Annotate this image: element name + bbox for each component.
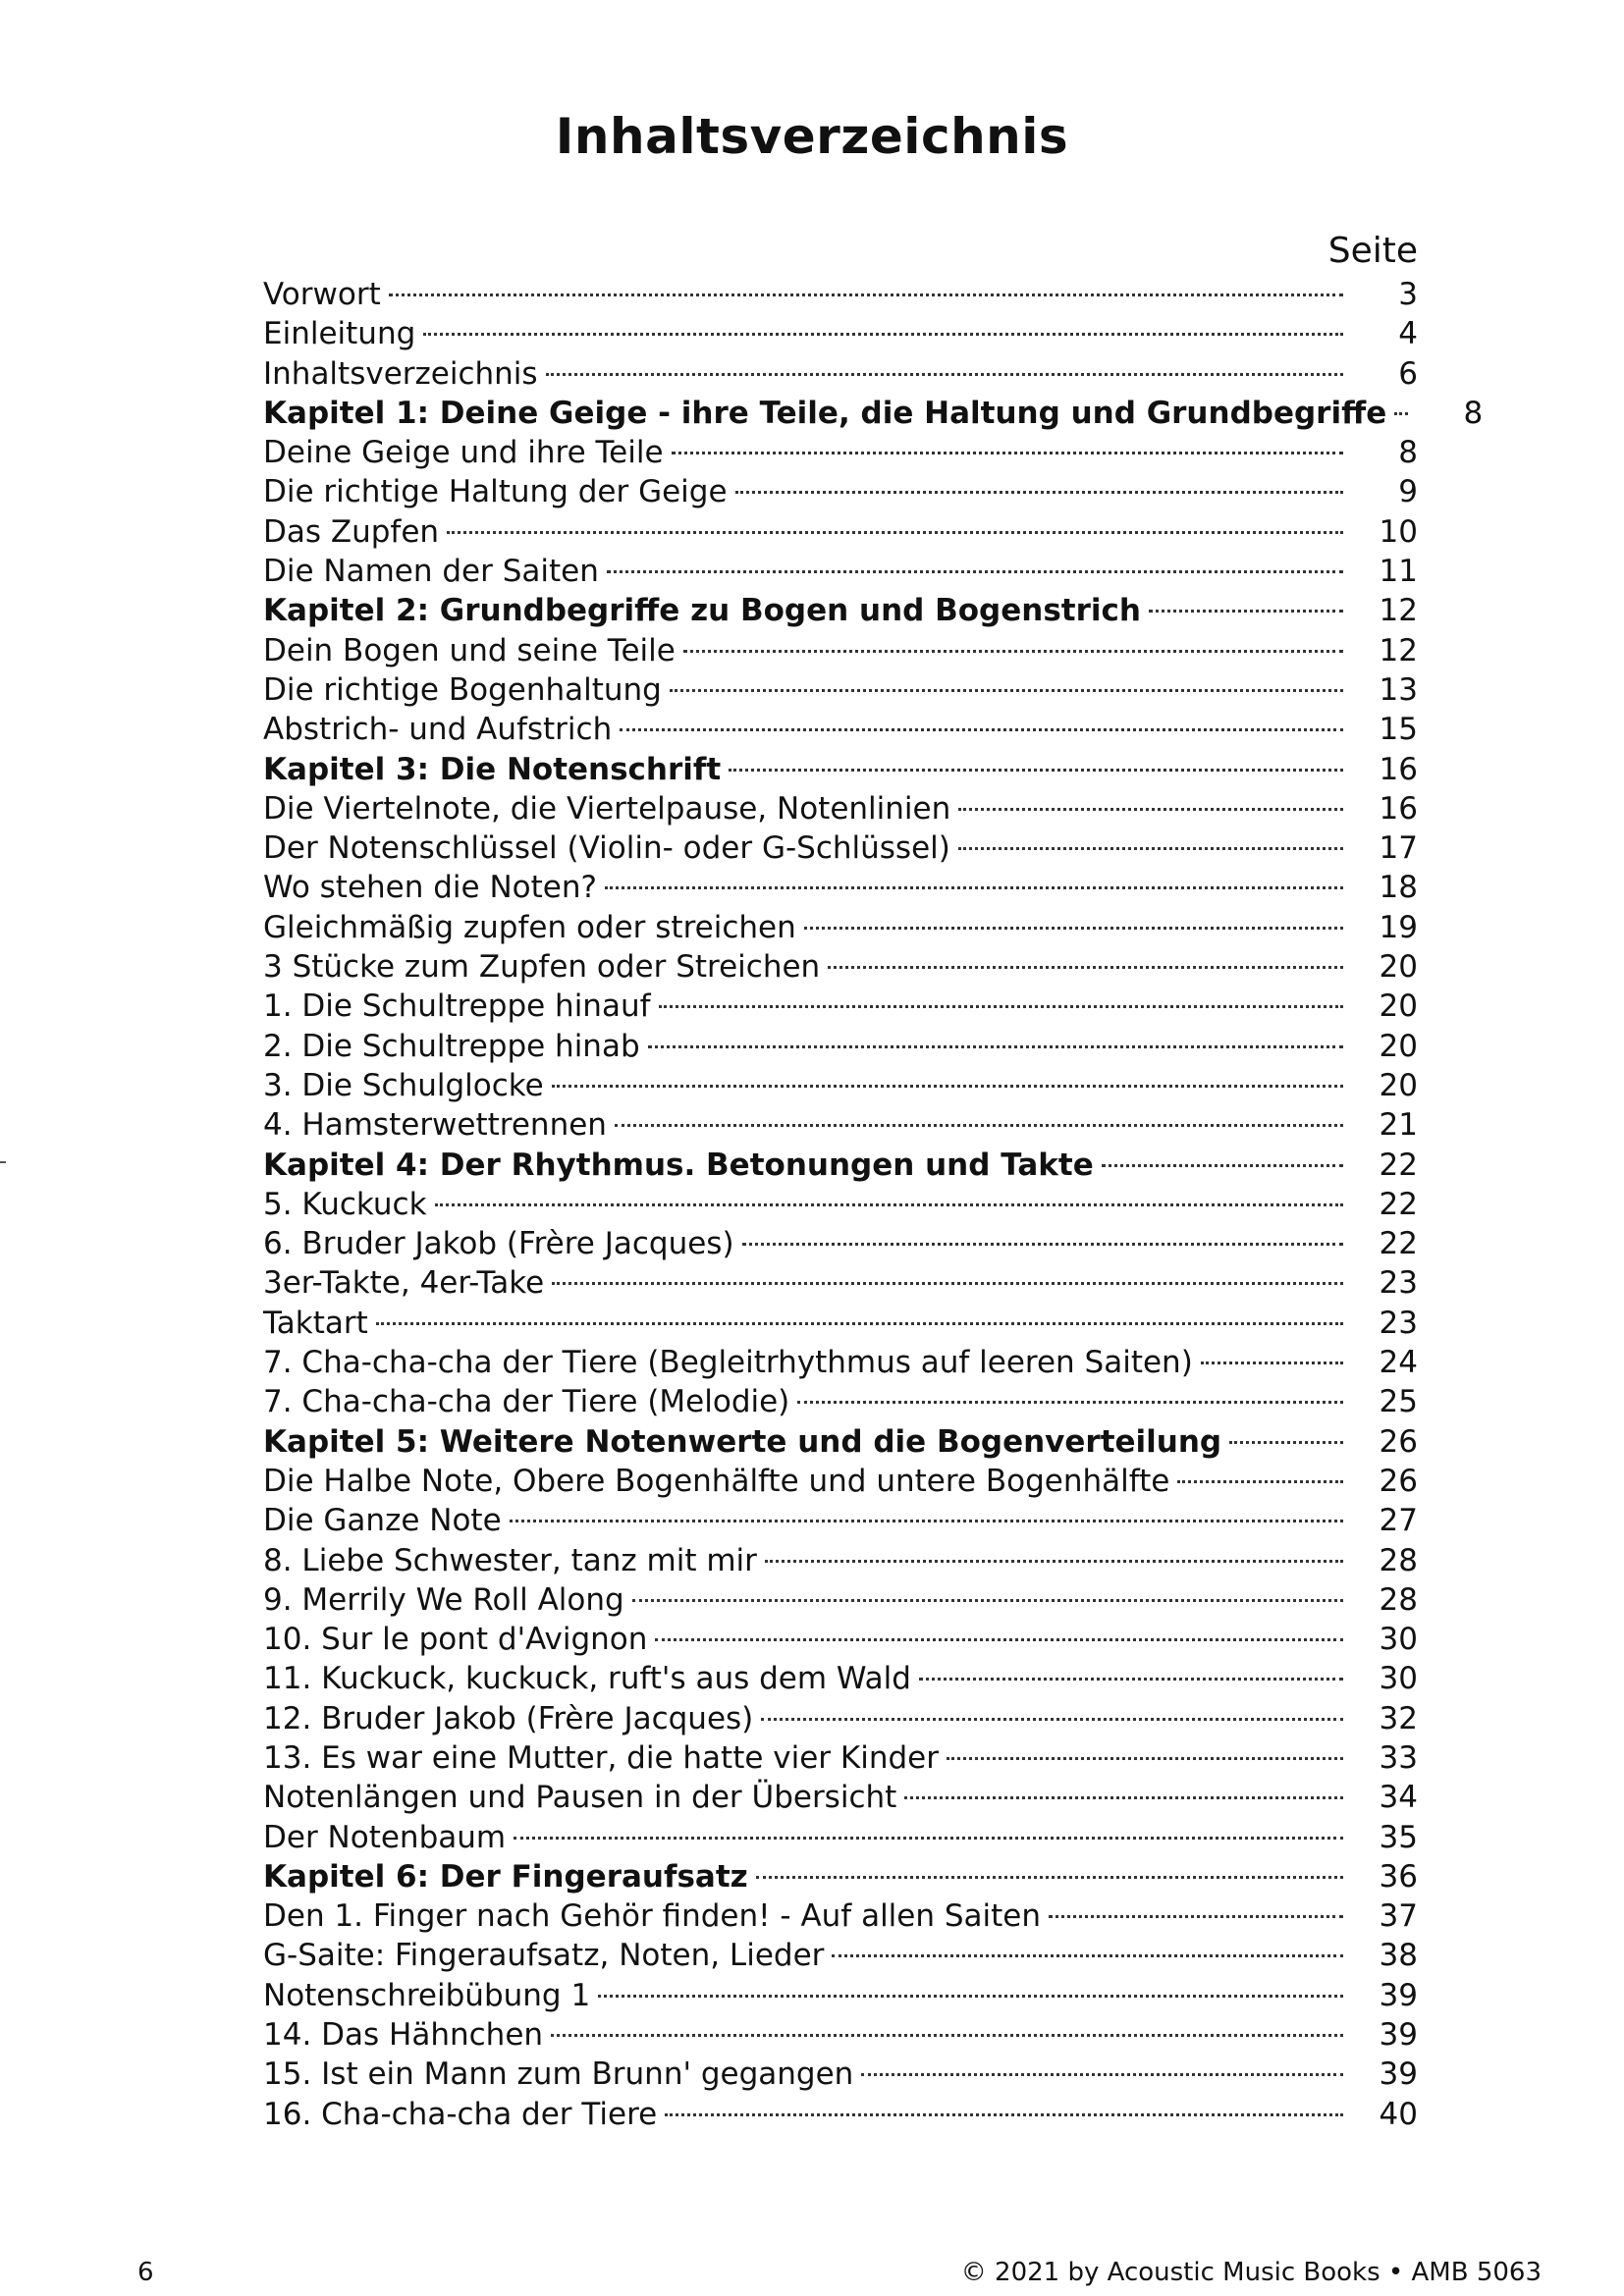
- toc-entry-label: 9. Merrily We Roll Along: [263, 1581, 624, 1618]
- toc-entry: [263, 1185, 1418, 1224]
- toc-entry-label: Kapitel 6: Der Fingeraufsatz: [263, 1858, 748, 1895]
- toc-entry: [263, 1976, 1418, 2015]
- dot-leader: [804, 927, 1343, 930]
- toc-entry-label: Kapitel 5: Weitere Notenwerte und die Bogenverteilung: [263, 1423, 1222, 1460]
- toc-entry-page: 16: [1379, 790, 1418, 827]
- toc-entry: [263, 908, 1418, 947]
- toc-entry-label: 4. Hamsterwettrennen: [263, 1107, 607, 1144]
- toc-entry-page: 22: [1379, 1147, 1418, 1183]
- dot-leader: [546, 373, 1343, 376]
- toc-chapter-entry: [263, 1422, 1418, 1462]
- toc-entry: [263, 1541, 1418, 1580]
- toc-entry-page: 35: [1379, 1819, 1418, 1855]
- dot-leader: [828, 966, 1343, 969]
- toc-entry: [263, 1382, 1418, 1421]
- dot-leader: [632, 1599, 1343, 1602]
- toc-entry-label: 8. Liebe Schwester, tanz mit mir: [263, 1542, 757, 1578]
- toc-entry-page: 40: [1379, 2096, 1418, 2132]
- toc-entry: [263, 1818, 1418, 1857]
- toc-entry-page: 26: [1379, 1423, 1418, 1460]
- toc-entry-page: 4: [1398, 316, 1418, 352]
- toc-entry: [263, 1699, 1418, 1738]
- dot-leader: [620, 728, 1343, 731]
- toc-entry-label: 7. Cha-cha-cha der Tiere (Melodie): [263, 1384, 790, 1420]
- dot-leader: [1394, 412, 1408, 415]
- toc-entry-label: 11. Kuckuck, kuckuck, ruft's aus dem Wald: [263, 1661, 911, 1697]
- toc-entry-page: 25: [1379, 1384, 1418, 1420]
- toc-entry-page: 23: [1379, 1265, 1418, 1302]
- toc-entry-page: 27: [1379, 1503, 1418, 1539]
- toc-entry: [263, 1659, 1418, 1698]
- toc-entry-label: Das Zupfen: [263, 513, 440, 550]
- dot-leader: [659, 1005, 1343, 1008]
- toc-chapter-entry: [263, 1857, 1418, 1896]
- toc-entry-page: 36: [1379, 1858, 1418, 1895]
- toc-entry: [263, 1224, 1418, 1263]
- toc-entry: [263, 1501, 1418, 1540]
- dot-leader: [552, 1085, 1343, 1088]
- dot-leader: [648, 1045, 1343, 1048]
- toc-entry-label: Taktart: [263, 1305, 368, 1341]
- dot-leader: [435, 1203, 1343, 1206]
- toc-entry-page: 20: [1379, 988, 1418, 1025]
- toc-chapter-entry: [263, 750, 1418, 789]
- toc-entry-page: 28: [1379, 1542, 1418, 1578]
- toc-entry-label: Vorwort: [263, 277, 381, 312]
- page-column-header: Seite: [1327, 231, 1418, 271]
- toc-entry: [263, 1462, 1418, 1501]
- toc-entry: [263, 354, 1418, 394]
- toc-entry-label: Die richtige Bogenhaltung: [263, 671, 662, 708]
- toc-entry-label: 2. Die Schultreppe hinab: [263, 1028, 640, 1064]
- toc-entry: [263, 472, 1418, 511]
- toc-entry-label: Notenlängen und Pausen in der Übersicht: [263, 1780, 897, 1816]
- toc-entry: [263, 1936, 1418, 1975]
- dot-leader: [904, 1796, 1343, 1799]
- dot-leader: [832, 1954, 1343, 1957]
- dot-leader: [729, 769, 1343, 772]
- toc-entry: [263, 314, 1418, 353]
- toc-entry: [263, 947, 1418, 987]
- toc-entry-label: Inhaltsverzeichnis: [263, 355, 538, 392]
- toc-entry-page: 38: [1379, 1938, 1418, 1974]
- dot-leader: [742, 1243, 1343, 1246]
- toc-entry-page: 20: [1379, 1028, 1418, 1064]
- toc-entry-page: 19: [1379, 909, 1418, 945]
- dot-leader: [1049, 1915, 1343, 1918]
- toc-entry-label: Dein Bogen und seine Teile: [263, 632, 676, 668]
- toc-entry: [263, 433, 1418, 472]
- toc-entry-label: Einleitung: [263, 316, 416, 352]
- dot-leader: [1229, 1441, 1343, 1444]
- toc-entry-label: Kapitel 2: Grundbegriffe zu Bogen und Bogenstrich: [263, 593, 1141, 629]
- dot-leader: [665, 2113, 1343, 2116]
- toc-entry-label: 14. Das Hähnchen: [263, 2017, 544, 2054]
- toc-entry-label: Der Notenschlüssel (Violin- oder G-Schlüssel): [263, 830, 950, 867]
- toc-entry: [263, 552, 1418, 591]
- toc-entry-page: 8: [1398, 435, 1418, 471]
- toc-entry-page: 12: [1379, 632, 1418, 668]
- toc-entry-page: 9: [1398, 474, 1418, 510]
- toc-entry: [263, 710, 1418, 749]
- toc-entry-page: 33: [1379, 1739, 1418, 1776]
- toc-entry-label: 3. Die Schulglocke: [263, 1067, 544, 1103]
- toc-entry-label: Die richtige Haltung der Geige: [263, 474, 728, 510]
- dot-leader: [670, 689, 1343, 692]
- toc-entry-label: Der Notenbaum: [263, 1819, 507, 1855]
- toc-entry-label: Den 1. Finger nach Gehör finden! - Auf allen Saiten: [263, 1898, 1042, 1935]
- toc-entry-page: 3: [1398, 277, 1418, 312]
- toc-entry: [263, 631, 1418, 670]
- dot-leader: [655, 1638, 1343, 1641]
- toc-entry-label: 13. Es war eine Mutter, die hatte vier Kinder: [263, 1739, 939, 1776]
- toc-entry-page: 23: [1379, 1305, 1418, 1341]
- dot-leader: [598, 1995, 1343, 1998]
- toc-entry-label: Die Viertelnote, die Viertelpause, Notenlinien: [263, 790, 951, 827]
- toc-entry: [263, 1304, 1418, 1343]
- dot-leader: [607, 570, 1343, 573]
- toc-entry-label: 16. Cha-cha-cha der Tiere: [263, 2096, 658, 2132]
- toc-entry: [263, 1343, 1418, 1382]
- dot-leader: [447, 531, 1343, 534]
- toc-entry-page: 37: [1379, 1898, 1418, 1935]
- toc-entry-label: Kapitel 4: Der Rhythmus. Betonungen und Takte: [263, 1147, 1094, 1183]
- dot-leader: [551, 2034, 1343, 2037]
- toc-entry-page: 39: [1379, 1977, 1418, 2013]
- dot-leader: [765, 1560, 1343, 1563]
- toc-entry: [263, 1066, 1418, 1105]
- toc-entry-page: 24: [1379, 1345, 1418, 1381]
- dot-leader: [735, 491, 1343, 494]
- toc-entry-page: 20: [1379, 949, 1418, 986]
- toc-entry-label: 10. Sur le pont d'Avignon: [263, 1622, 648, 1658]
- toc-entry-label: Wo stehen die Noten?: [263, 870, 597, 906]
- toc-entry: [263, 1738, 1418, 1778]
- toc-entry: [263, 1027, 1418, 1066]
- toc-entry: [263, 1263, 1418, 1303]
- toc-entry-label: G-Saite: Fingeraufsatz, Noten, Lieder: [263, 1938, 825, 1974]
- dot-leader: [919, 1678, 1343, 1681]
- toc-entry: [263, 828, 1418, 868]
- toc-entry-page: 22: [1379, 1226, 1418, 1262]
- toc-entry-page: 22: [1379, 1186, 1418, 1222]
- toc-entry-label: 6. Bruder Jakob (Frère Jacques): [263, 1226, 734, 1262]
- toc-entry-page: 17: [1379, 830, 1418, 867]
- toc-entry-page: 39: [1379, 2056, 1418, 2093]
- dot-leader: [1177, 1480, 1343, 1483]
- dot-leader: [389, 294, 1343, 296]
- toc-entry-label: 1. Die Schultreppe hinauf: [263, 988, 651, 1025]
- dot-leader: [683, 650, 1343, 653]
- dot-leader: [423, 333, 1343, 336]
- toc-entry-page: 34: [1379, 1780, 1418, 1816]
- toc-entry-page: 28: [1379, 1581, 1418, 1618]
- toc-entry-page: 18: [1379, 870, 1418, 906]
- toc-entry-page: 20: [1379, 1067, 1418, 1103]
- toc-entry-page: 32: [1379, 1700, 1418, 1736]
- dot-leader: [1149, 610, 1343, 613]
- toc-entry-page: 15: [1379, 712, 1418, 748]
- toc-entry: [263, 987, 1418, 1026]
- toc-entry: [263, 1105, 1418, 1145]
- margin-mark: [0, 1161, 6, 1163]
- dot-leader: [605, 886, 1343, 889]
- toc-entry-page: 11: [1379, 554, 1418, 590]
- toc-entry: [263, 1580, 1418, 1620]
- toc-entry-label: Kapitel 1: Deine Geige - ihre Teile, die Haltung und Grundbegriffe: [263, 395, 1387, 431]
- toc-entry-label: Notenschreibübung 1: [263, 1977, 591, 2013]
- dot-leader: [514, 1837, 1343, 1840]
- toc-entry-page: 39: [1379, 2017, 1418, 2054]
- toc-entry: [263, 868, 1418, 907]
- toc-entry-page: 30: [1379, 1622, 1418, 1658]
- footer-copyright: © 2021 by Acoustic Music Books • AMB 5063: [960, 2258, 1542, 2287]
- toc-entry-page: 30: [1379, 1661, 1418, 1697]
- toc-entry-label: Gleichmäßig zupfen oder streichen: [263, 909, 796, 945]
- toc-entry: [263, 2055, 1418, 2094]
- toc-entry-page: 13: [1379, 671, 1418, 708]
- toc-entry: [263, 789, 1418, 828]
- dot-leader: [797, 1401, 1343, 1404]
- dot-leader: [376, 1322, 1343, 1325]
- toc-entry-page: 10: [1379, 513, 1418, 550]
- toc-entry: [263, 2095, 1418, 2134]
- toc-entry-page: 6: [1398, 355, 1418, 392]
- toc-entry-label: Die Namen der Saiten: [263, 554, 599, 590]
- footer-page-number: 6: [137, 2258, 154, 2287]
- dot-leader: [510, 1520, 1343, 1522]
- dot-leader: [958, 808, 1343, 811]
- toc-entry-label: 5. Kuckuck: [263, 1186, 427, 1222]
- toc-chapter-entry: [263, 591, 1418, 630]
- toc-chapter-entry: [263, 1146, 1418, 1185]
- dot-leader: [552, 1282, 1343, 1285]
- dot-leader: [615, 1124, 1343, 1127]
- dot-leader: [756, 1876, 1343, 1879]
- toc-entry-page: 12: [1379, 593, 1418, 629]
- toc-entry: [263, 670, 1418, 710]
- dot-leader: [958, 847, 1343, 850]
- toc-entry-label: Die Ganze Note: [263, 1503, 502, 1539]
- toc-entry-label: Deine Geige und ihre Teile: [263, 435, 664, 471]
- dot-leader: [861, 2073, 1343, 2076]
- toc-entry: [263, 2015, 1418, 2055]
- toc-entry: [263, 1778, 1418, 1817]
- toc-entry-page: 8: [1463, 395, 1484, 431]
- toc-entry: [263, 275, 1418, 314]
- toc-entry-page: 21: [1379, 1107, 1418, 1144]
- dot-leader: [761, 1718, 1343, 1721]
- toc-entry-label: 3er-Takte, 4er-Take: [263, 1265, 545, 1302]
- toc-entry-label: 3 Stücke zum Zupfen oder Streichen: [263, 949, 821, 986]
- toc-chapter-entry: [263, 394, 1484, 433]
- toc-entry: [263, 1620, 1418, 1659]
- toc-entry-label: 12. Bruder Jakob (Frère Jacques): [263, 1700, 754, 1736]
- toc-entry: [263, 1896, 1418, 1936]
- table-of-contents: [263, 275, 1484, 2134]
- toc-entry-label: 15. Ist ein Mann zum Brunn' gegangen: [263, 2056, 854, 2093]
- toc-entry: [263, 512, 1418, 552]
- page-title: Inhaltsverzeichnis: [555, 108, 1069, 165]
- toc-entry-label: Kapitel 3: Die Notenschrift: [263, 751, 722, 787]
- toc-entry-page: 16: [1379, 751, 1418, 787]
- toc-entry-page: 26: [1379, 1463, 1418, 1499]
- dot-leader: [1102, 1164, 1343, 1167]
- dot-leader: [1201, 1362, 1343, 1364]
- dot-leader: [672, 452, 1343, 454]
- dot-leader: [947, 1757, 1343, 1760]
- toc-entry-label: 7. Cha-cha-cha der Tiere (Begleitrhythmus auf leeren Saiten): [263, 1345, 1193, 1381]
- toc-entry-label: Abstrich- und Aufstrich: [263, 712, 613, 748]
- toc-entry-label: Die Halbe Note, Obere Bogenhälfte und untere Bogenhälfte: [263, 1463, 1170, 1499]
